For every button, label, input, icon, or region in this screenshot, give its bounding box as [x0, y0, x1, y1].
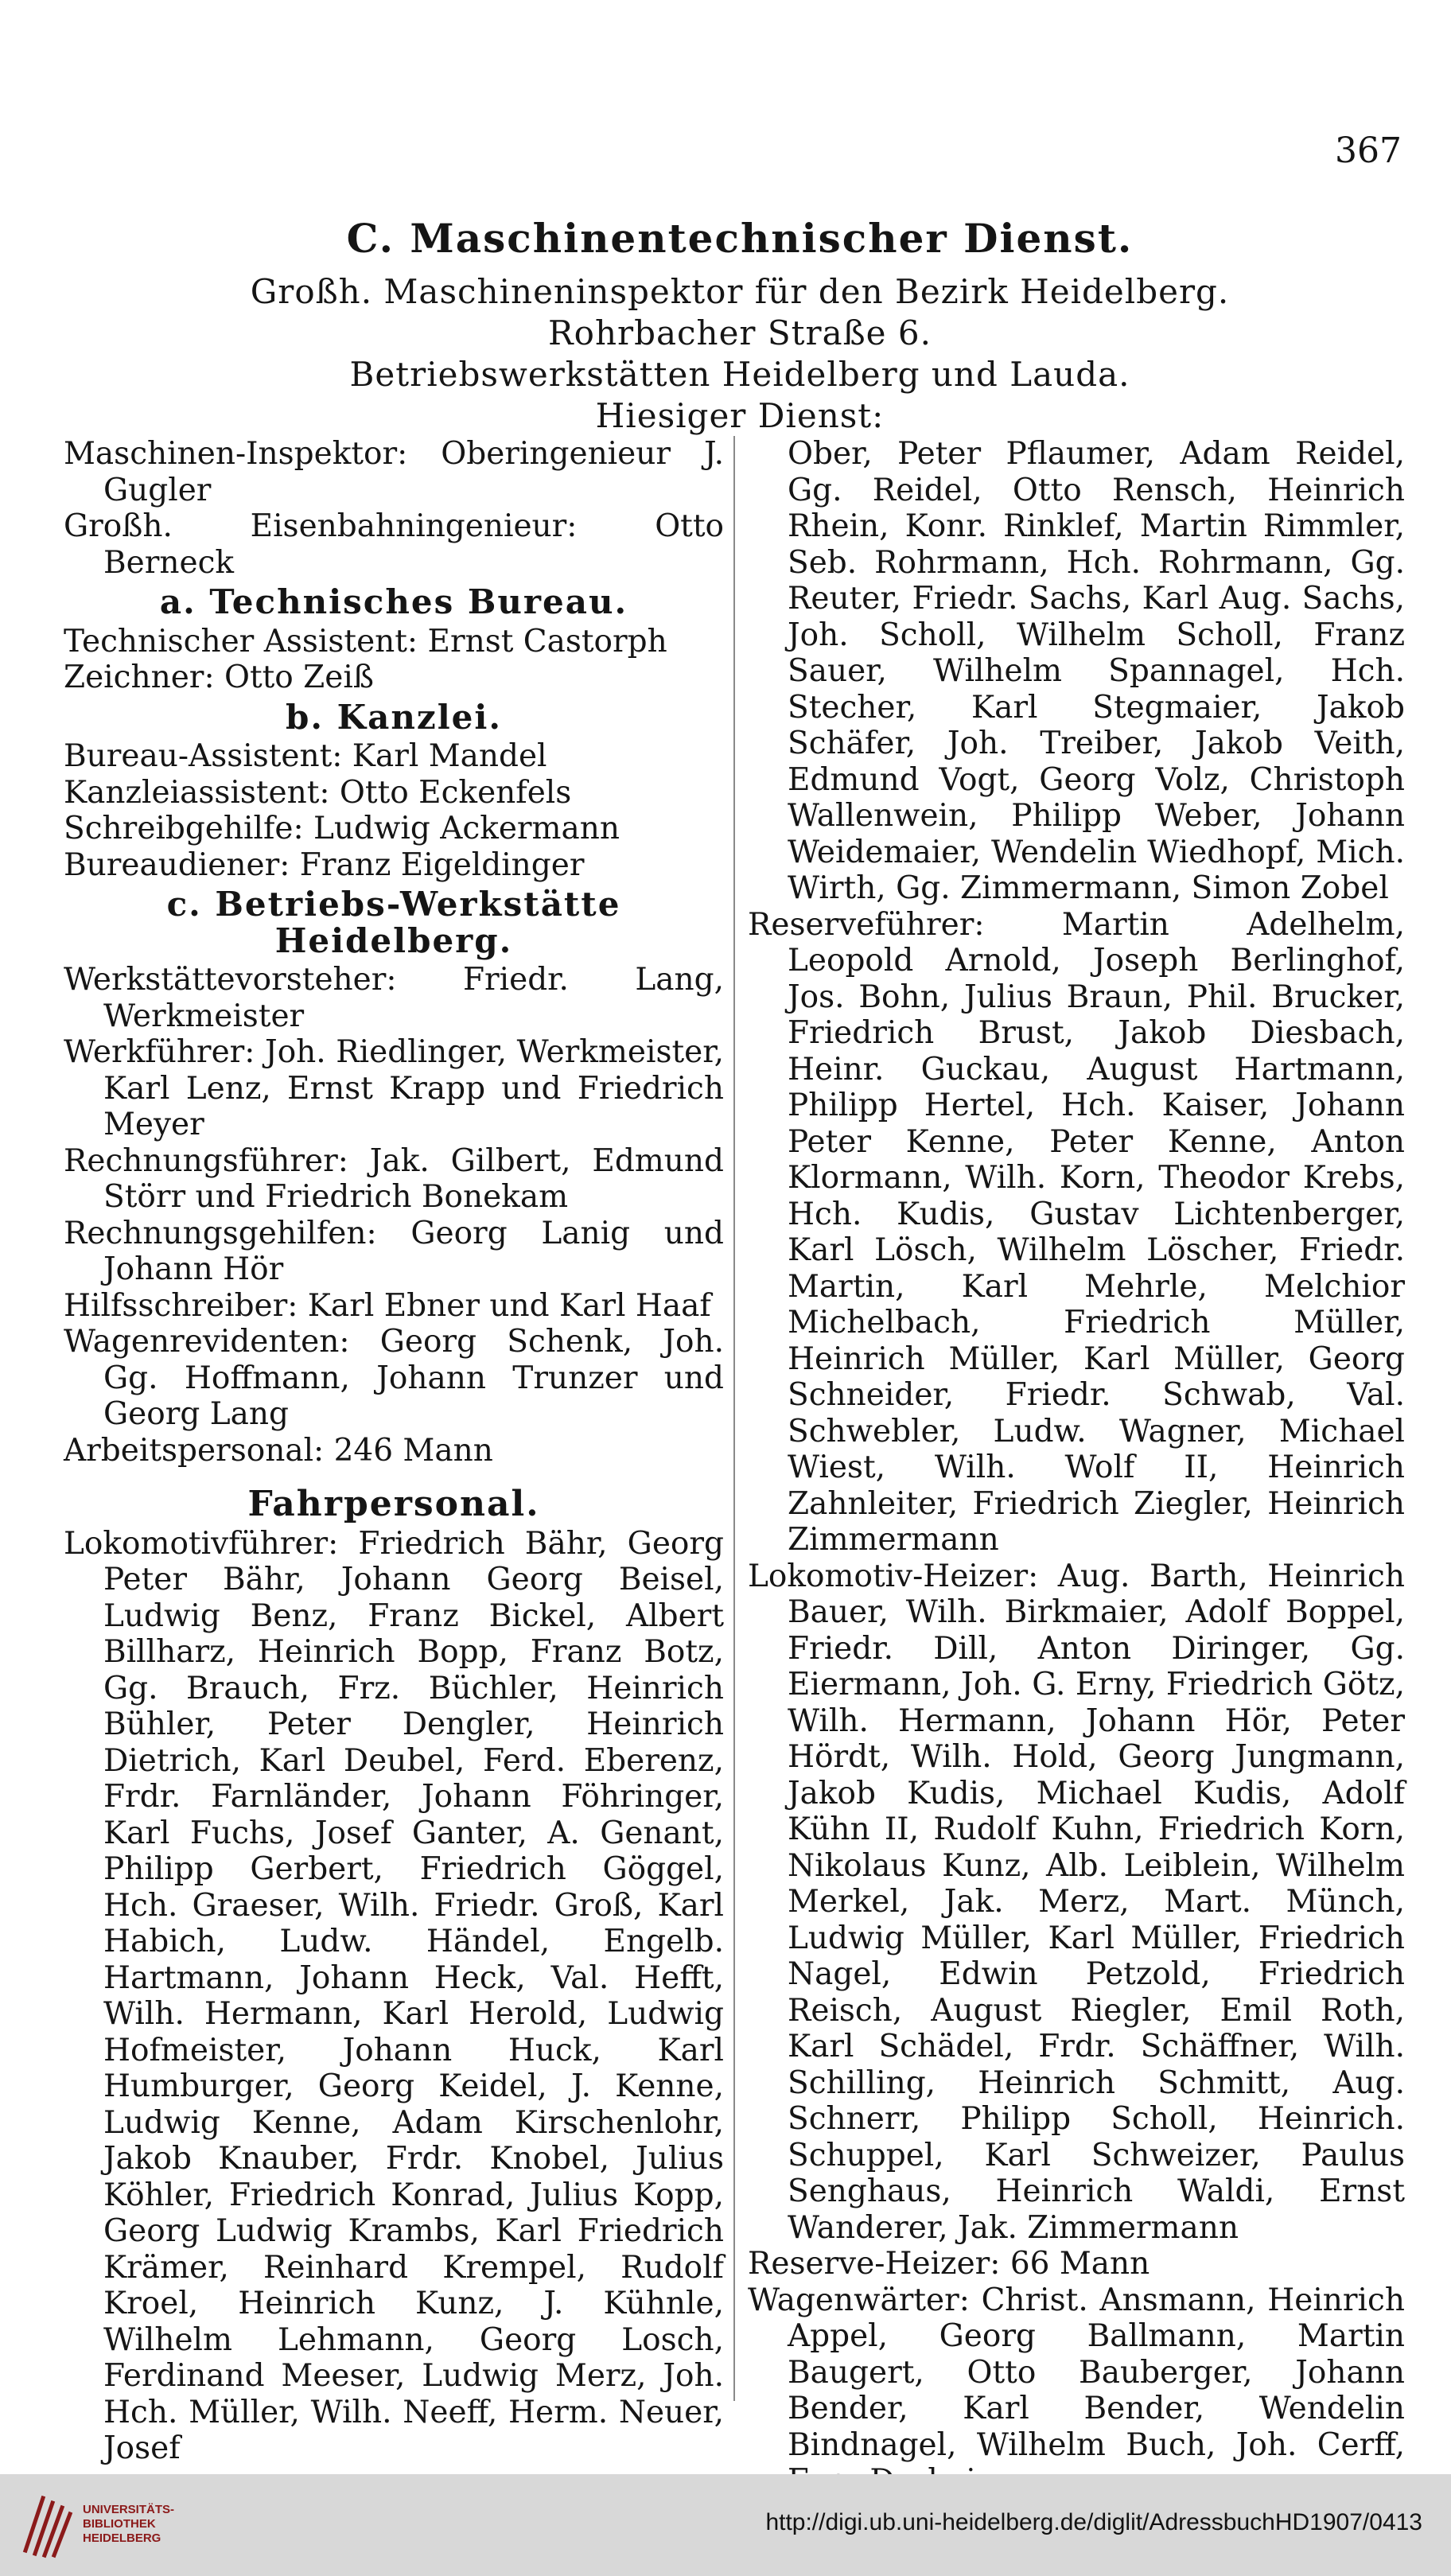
directory-entry: Technischer Assistent: Ernst Castorph [64, 623, 667, 660]
directory-entry: Wagenrevidenten: Georg Schenk, Joh. Gg. Hoffmann, Johann Trunzer und Georg Lang [64, 1324, 724, 1432]
header-line-inspector: Großh. Maschineninspektor für den Bezirk Heidelberg. [250, 272, 1230, 311]
section-subheading: Fahrpersonal. [247, 1484, 540, 1524]
directory-entry: Ober, Peter Pflaumer, Adam Reidel, Gg. Reidel, Otto Rensch, Heinrich Rhein, Konr. Rinklef, Martin Rimmler, Seb. Rohrmann, Hch. Rohrmann, Gg. Reuter, Friedr. Sachs, Karl Aug. Sachs, Joh. Scholl, Wilhelm Scholl, Franz Sauer, Wilhelm Spannagel, Hch. Stecher, Karl Stegmaier, Jakob Schäfer, Joh. Treiber, Jakob Veith, Edmund Vogt, Georg Volz, Christoph Wallenwein, Philipp Weber, Johann Weidemaier, Wendelin Wiedhopf, Mich. Wirth, Gg. Zimmermann, Simon Zobel [788, 436, 1405, 906]
directory-entry: Arbeitspersonal: 246 Mann [64, 1432, 493, 1469]
source-link[interactable]: http://digi.ub.uni-heidelberg.de/diglit/AdressbuchHD1907/0413 [765, 2509, 1422, 2535]
column-divider [733, 436, 735, 2401]
library-name-line: BIBLIOTHEK [83, 2517, 156, 2531]
directory-entry: Reserveführer: Martin Adelhelm, Leopold Arnold, Joseph Berlinghof, Jos. Bohn, Julius Braun, Phil. Brucker, Friedrich Brust, Jakob Diesbach, Heinr. Guckau, August Hartmann, Philipp Hertel, Hch. Kaiser, Johann Peter Kenne, Peter Kenne, Anton Klormann, Wilh. Korn, Theodor Krebs, Hch. Kudis, Gustav Lichtenberger, Karl Lösch, Wilhelm Löscher, Friedr. Martin, Karl Mehrle, Melchior Michelbach, Friedrich Müller, Heinrich Müller, Karl Müller, Georg Schneider, Friedr. Schwab, Val. Schwebler, Ludw. Wagner, Michael Wiest, Wilh. Wolf II, Heinrich Zahnleiter, Friedrich Ziegler, Heinrich Zimmermann [748, 906, 1405, 1558]
header-line-address: Rohrbacher Straße 6. [548, 313, 932, 352]
footer-bar [0, 2474, 1451, 2576]
header-line-workshops: Betriebswerkstätten Heidelberg und Lauda. [349, 355, 1130, 394]
directory-entry: Wagenwärter: Christ. Ansmann, Heinrich Appel, Georg Ballmann, Martin Baugert, Otto Bauberger, Johann Bender, Karl Bender, Wendelin Bindnagel, Wilhelm Buch, Joh. Cerff, [748, 2282, 1405, 2463]
directory-entry: Schreibgehilfe: Ludwig Ackermann [64, 811, 620, 846]
section-subheading: c. Betriebs-Werkstätte Heidelberg. [166, 885, 621, 960]
right-column [748, 436, 1405, 2500]
header-line-local-service: Hiesiger Dienst: [595, 396, 885, 435]
directory-entry: Maschinen-Inspektor: Oberingenieur J. Gugler [64, 436, 724, 508]
directory-entry: Bureau-Assistent: Karl Mandel [64, 738, 547, 774]
page-number: 367 [1335, 130, 1402, 171]
library-name-line: UNIVERSITÄTS- [83, 2503, 175, 2516]
library-name [83, 2503, 174, 2546]
section-subheading: a. Technisches Bureau. [159, 582, 628, 621]
left-column [64, 436, 724, 2467]
directory-entry: Reserve-Heizer: 66 Mann [748, 2246, 1150, 2282]
directory-entry: Rechnungsgehilfen: Georg Lanig und Johann Hör [64, 1215, 724, 1287]
directory-entry: Hilfsschreiber: Karl Ebner und Karl Haaf [64, 1287, 711, 1324]
directory-entry: Lokomotivführer: Friedrich Bähr, Georg Peter Bähr, Johann Georg Beisel, Ludwig Benz, Franz Bickel, Albert Billharz, Heinrich Bopp, Franz Botz, Gg. Brauch, Frz. Büchler, Heinrich Bühler, Peter Dengler, Heinrich Dietrich, Karl Deubel, Ferd. Eberenz, Frdr. Farnländer, Johann Föhringer, Karl Fuchs, Josef Ganter, A. Genant, Philipp Gerbert, Friedrich Göggel, Hch. Graeser, Wilh. Friedr. Groß, Karl Habich, Ludw. Händel, Engelb. Hartmann, Johann Heck, Val. Hefft, Wilh. Hermann, Karl Herold, Ludwig Hofmeister, Johann Huck, Karl Humburger, Georg Keidel, J. Kenne, Ludwig Kenne, Adam Kirschenlohr, Jakob Knauber, Frdr. Knobel, Julius Köhler, Friedrich Konrad, Julius Kopp, Georg Ludwig Krambs, Karl Friedrich Krämer, Reinhard Krempel, Rudolf Kroel, Heinrich Kunz, J. Kühnle, Wilhelm Lehmann, Georg Losch, Ferdinand Meeser, Ludwig Merz, Joh. Hch. Müller, Wilh. Neeff, Herm. Neuer, Josef [64, 1525, 724, 2466]
directory-entry: Lokomotiv-Heizer: Aug. Barth, Heinrich Bauer, Wilh. Birkmaier, Adolf Boppel, Friedr. Dill, Anton Diringer, Gg. Eiermann, Joh. G. Erny, Friedrich Götz, Wilh. Hermann, Johann Hör, Peter Hördt, Wilh. Hold, Georg Jungmann, Jakob Kudis, Michael Kudis, Adolf Kühn II, Rudolf Kuhn, Friedrich Korn, Nikolaus Kunz, Alb. Leiblein, Wilhelm Merkel, Jak. Merz, Mart. Münch, Ludwig Müller, Karl Müller, Friedrich Nagel, Edwin Petzold, Friedrich Reisch, August Riegler, Emil Roth, Karl Schädel, Frdr. Schäffner, Wilh. Schilling, Heinrich Schmitt, Aug. Schnerr, Philipp Scholl, Heinrich. Schuppel, Karl Schweizer, Paulus Senghaus, Heinrich Waldi, Ernst Wanderer, Jak. Zimmermann [748, 1558, 1405, 2246]
section-title: C. Maschinentechnischer Dienst. [346, 215, 1134, 262]
directory-entry: Zeichner: Otto Zeiß [64, 660, 374, 695]
directory-entry: Großh. Eisenbahningenieur: Otto Berneck [64, 508, 724, 581]
university-library-logo-icon [18, 2492, 78, 2558]
library-name-line: HEIDELBERG [83, 2531, 161, 2545]
directory-entry: Bureaudiener: Franz Eigeldinger [64, 846, 585, 883]
section-header [64, 215, 1416, 437]
directory-entry: Rechnungsführer: Jak. Gilbert, Edmund Störr und Friedrich Bonekam [64, 1142, 724, 1215]
directory-entry: Werkführer: Joh. Riedlinger, Werkmeister, Karl Lenz, Ernst Krapp und Friedrich Meyer [64, 1034, 724, 1142]
section-subheading: b. Kanzlei. [286, 697, 502, 737]
directory-entry: Kanzleiassistent: Otto Eckenfels [64, 774, 572, 811]
directory-entry: Werkstättevorsteher: Friedr. Lang, Werkmeister [64, 962, 724, 1034]
